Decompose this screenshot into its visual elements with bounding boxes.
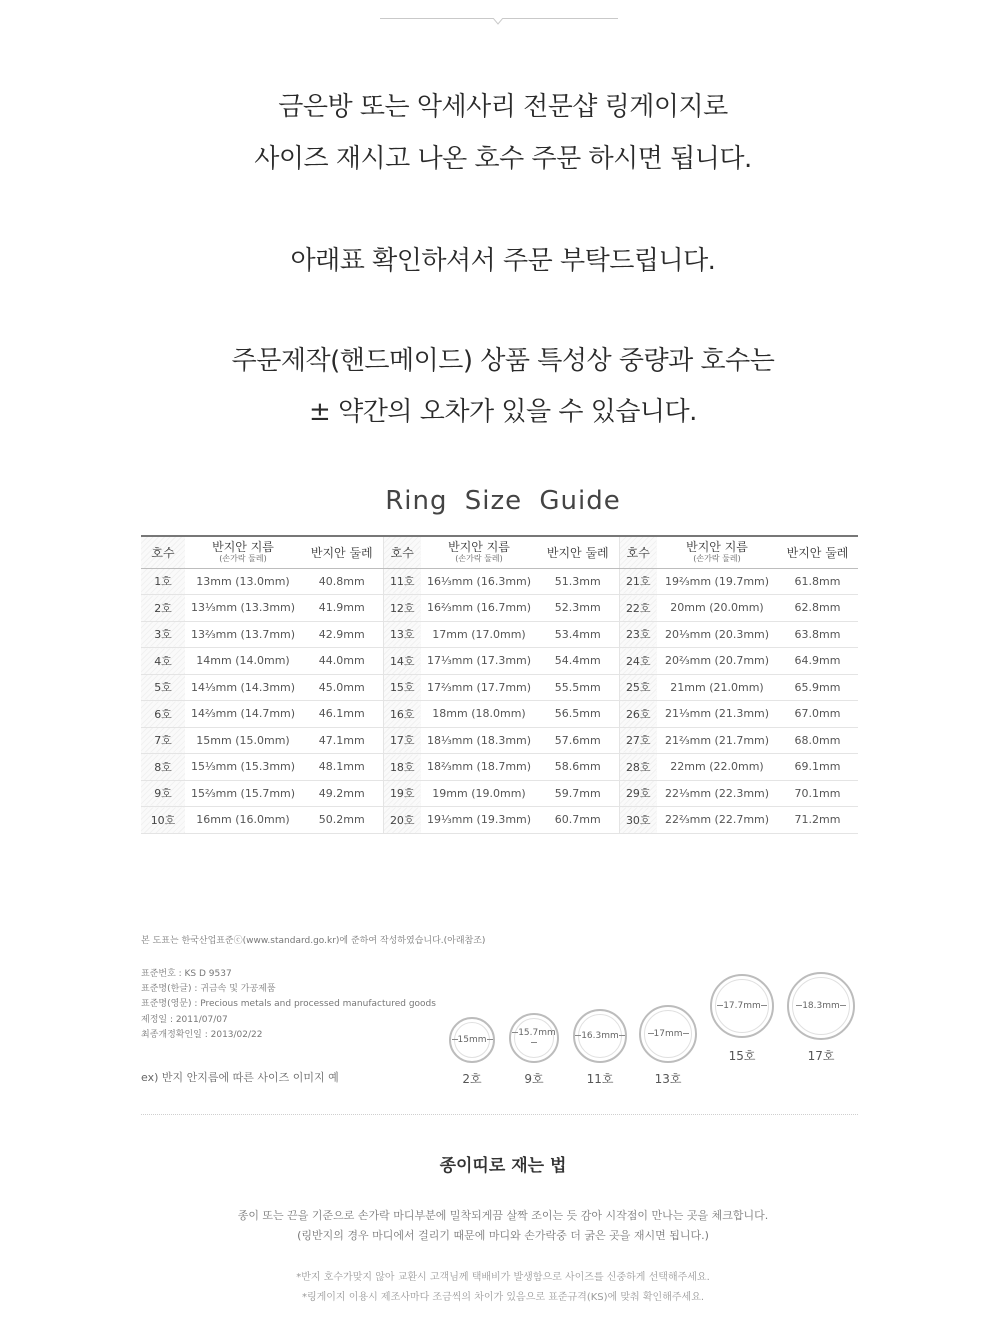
circumference-cell: 69.1mm [777, 754, 858, 781]
circumference-cell: 48.1mm [301, 754, 383, 781]
size-cell: 24호 [619, 648, 657, 675]
size-cell: 23호 [619, 621, 657, 648]
ring-dimension: 16.3mm [575, 1031, 625, 1041]
size-cell: 15호 [383, 674, 421, 701]
circumference-cell: 49.2mm [301, 780, 383, 807]
diameter-cell: 13mm (13.0mm) [185, 568, 301, 595]
size-cell: 8호 [141, 754, 185, 781]
standard-revised-date: 최종개정확인일 : 2013/02/22 [141, 1030, 263, 1040]
diameter-cell: 16⅓mm (16.3mm) [421, 568, 537, 595]
diameter-cell: 20⅓mm (20.3mm) [657, 621, 777, 648]
diameter-cell: 21mm (21.0mm) [657, 674, 777, 701]
diameter-cell: 13⅓mm (13.3mm) [185, 595, 301, 622]
diameter-cell: 19⅓mm (19.3mm) [421, 807, 537, 834]
diameter-cell: 14⅔mm (14.7mm) [185, 701, 301, 728]
ring-size-label: 11호 [586, 1072, 614, 1086]
circumference-cell: 51.3mm [537, 568, 619, 595]
size-cell: 29호 [619, 780, 657, 807]
paper-method-desc-1: 종이 또는 끈을 기준으로 손가락 마디부분에 밀착되게끔 살짝 조이는 듯 감아 시작점이 만나는 곳을 체크합니다. [237, 1209, 769, 1222]
table-row [141, 754, 858, 781]
ring-example-11 [573, 1009, 627, 1063]
size-cell: 22호 [619, 595, 657, 622]
circumference-cell: 59.7mm [537, 780, 619, 807]
size-cell: 6호 [141, 701, 185, 728]
size-cell: 9호 [141, 780, 185, 807]
circumference-cell: 47.1mm [301, 727, 383, 754]
size-cell: 16호 [383, 701, 421, 728]
diameter-cell: 15⅓mm (15.3mm) [185, 754, 301, 781]
circumference-cell: 58.6mm [537, 754, 619, 781]
header-diameter-1: 반지안 지름 (손가락 둘레) [185, 536, 301, 568]
header-circumference-3: 반지안 둘레 [777, 536, 858, 568]
circumference-cell: 52.3mm [537, 595, 619, 622]
table-row [141, 568, 858, 595]
circumference-cell: 42.9mm [301, 621, 383, 648]
circumference-cell: 63.8mm [777, 621, 858, 648]
size-cell: 1호 [141, 568, 185, 595]
circumference-cell: 56.5mm [537, 701, 619, 728]
circumference-cell: 55.5mm [537, 674, 619, 701]
diameter-cell: 15⅔mm (15.7mm) [185, 780, 301, 807]
ring-size-label: 9호 [524, 1072, 544, 1086]
size-cell: 11호 [383, 568, 421, 595]
size-cell: 28호 [619, 754, 657, 781]
circumference-cell: 54.4mm [537, 648, 619, 675]
circumference-cell: 46.1mm [301, 701, 383, 728]
diameter-cell: 17mm (17.0mm) [421, 621, 537, 648]
ring-dimension: 17.7mm [712, 1001, 772, 1011]
size-cell: 18호 [383, 754, 421, 781]
diameter-cell: 15mm (15.0mm) [185, 727, 301, 754]
intro-line-5: ± 약간의 오차가 있을 수 있습니다. [309, 397, 697, 427]
diameter-cell: 17⅔mm (17.7mm) [421, 674, 537, 701]
ring-example-label: ex) 반지 안지름에 따른 사이즈 이미지 예 [141, 1071, 339, 1084]
size-cell: 3호 [141, 621, 185, 648]
size-cell: 20호 [383, 807, 421, 834]
circumference-cell: 65.9mm [777, 674, 858, 701]
intro-line-1: 금은방 또는 악세사리 전문샵 링게이지로 [278, 92, 728, 122]
diameter-cell: 14⅓mm (14.3mm) [185, 674, 301, 701]
circumference-cell: 45.0mm [301, 674, 383, 701]
table-header-row [141, 536, 858, 568]
section-divider [141, 1114, 858, 1115]
circumference-cell: 50.2mm [301, 807, 383, 834]
diameter-cell: 18⅓mm (18.3mm) [421, 727, 537, 754]
size-cell: 26호 [619, 701, 657, 728]
table-row [141, 621, 858, 648]
ring-dimension: 15.7mm [511, 1028, 557, 1048]
ring-size-table [141, 535, 858, 834]
guide-title: Ring Size Guide [385, 486, 621, 516]
diameter-cell: 21⅔mm (21.7mm) [657, 727, 777, 754]
standard-name-kr: 표준명(한글) : 귀금속 및 가공제품 [141, 984, 276, 994]
ring-size-label: 17호 [807, 1049, 835, 1063]
circumference-cell: 53.4mm [537, 621, 619, 648]
intro-line-4: 주문제작(핸드메이드) 상품 특성상 중량과 호수는 [231, 346, 775, 376]
paper-method-title: 종이띠로 재는 법 [439, 1156, 567, 1176]
table-body [141, 568, 858, 833]
diameter-cell: 13⅔mm (13.7mm) [185, 621, 301, 648]
header-circumference-2: 반지안 둘레 [537, 536, 619, 568]
diameter-cell: 22mm (22.0mm) [657, 754, 777, 781]
table-row [141, 595, 858, 622]
paper-method-desc-2: (링반지의 경우 마디에서 걸리기 때문에 마디와 손가락중 더 굵은 곳을 재시면 됩니다.) [297, 1229, 709, 1242]
size-cell: 2호 [141, 595, 185, 622]
size-cell: 19호 [383, 780, 421, 807]
standard-name-en: 표준명(영문) : Precious metals and processed manufactured goods [141, 999, 436, 1009]
standard-source-note: 본 도표는 한국산업표준ⓒ(www.standard.go.kr)에 준하여 작성하였습니다.(아래참조) [141, 936, 486, 946]
header-size-3: 호수 [619, 536, 657, 568]
header-circumference-1: 반지안 둘레 [301, 536, 383, 568]
circumference-cell: 71.2mm [777, 807, 858, 834]
size-cell: 27호 [619, 727, 657, 754]
size-cell: 17호 [383, 727, 421, 754]
table-row [141, 807, 858, 834]
header-size-2: 호수 [383, 536, 421, 568]
circumference-cell: 57.6mm [537, 727, 619, 754]
header-diameter-3: 반지안 지름 (손가락 둘레) [657, 536, 777, 568]
diameter-cell: 18⅔mm (18.7mm) [421, 754, 537, 781]
standard-enacted-date: 제정일 : 2011/07/07 [141, 1015, 228, 1025]
circumference-cell: 41.9mm [301, 595, 383, 622]
circumference-cell: 64.9mm [777, 648, 858, 675]
ring-dimension: 17mm [641, 1029, 695, 1039]
ring-example-15 [710, 974, 774, 1038]
size-cell: 12호 [383, 595, 421, 622]
circumference-cell: 44.0mm [301, 648, 383, 675]
size-cell: 4호 [141, 648, 185, 675]
circumference-cell: 61.8mm [777, 568, 858, 595]
ring-size-label: 13호 [654, 1072, 682, 1086]
ring-example-13 [639, 1005, 697, 1063]
size-cell: 10호 [141, 807, 185, 834]
circumference-cell: 70.1mm [777, 780, 858, 807]
circumference-cell: 40.8mm [301, 568, 383, 595]
table-row [141, 648, 858, 675]
circumference-cell: 67.0mm [777, 701, 858, 728]
ring-dimension: 15mm [451, 1035, 493, 1045]
table-row [141, 701, 858, 728]
diameter-cell: 20⅔mm (20.7mm) [657, 648, 777, 675]
caution-note-1: *반지 호수가맞지 않아 교환시 고객님께 택배비가 발생함으로 사이즈를 신중하게 선택해주세요. [296, 1272, 710, 1283]
divider-notch-icon [493, 18, 503, 28]
ring-example-9 [509, 1013, 559, 1063]
diameter-cell: 19mm (19.0mm) [421, 780, 537, 807]
circumference-cell: 62.8mm [777, 595, 858, 622]
ring-example-2 [449, 1017, 495, 1063]
size-cell: 13호 [383, 621, 421, 648]
standard-number: 표준번호 : KS D 9537 [141, 969, 232, 979]
table-row [141, 727, 858, 754]
caution-note-2: *링게이지 이용시 제조사마다 조금씩의 차이가 있음으로 표준규격(KS)에 맞춰 확인해주세요. [301, 1292, 705, 1303]
size-cell: 7호 [141, 727, 185, 754]
diameter-cell: 22⅔mm (22.7mm) [657, 807, 777, 834]
diameter-cell: 16⅔mm (16.7mm) [421, 595, 537, 622]
diameter-cell: 16mm (16.0mm) [185, 807, 301, 834]
size-cell: 25호 [619, 674, 657, 701]
header-size-1: 호수 [141, 536, 185, 568]
circumference-cell: 60.7mm [537, 807, 619, 834]
diameter-cell: 21⅓mm (21.3mm) [657, 701, 777, 728]
ring-example-17 [787, 972, 855, 1040]
ring-dimension: 18.3mm [789, 1001, 853, 1011]
ring-size-label: 2호 [462, 1072, 482, 1086]
diameter-cell: 20mm (20.0mm) [657, 595, 777, 622]
diameter-cell: 17⅓mm (17.3mm) [421, 648, 537, 675]
size-cell: 14호 [383, 648, 421, 675]
intro-line-3: 아래표 확인하셔서 주문 부탁드립니다. [290, 246, 716, 276]
table-row [141, 674, 858, 701]
header-diameter-2: 반지안 지름 (손가락 둘레) [421, 536, 537, 568]
diameter-cell: 18mm (18.0mm) [421, 701, 537, 728]
size-cell: 21호 [619, 568, 657, 595]
diameter-cell: 22⅓mm (22.3mm) [657, 780, 777, 807]
table-row [141, 780, 858, 807]
diameter-cell: 19⅔mm (19.7mm) [657, 568, 777, 595]
size-cell: 5호 [141, 674, 185, 701]
intro-line-2: 사이즈 재시고 나온 호수 주문 하시면 됩니다. [254, 144, 752, 174]
diameter-cell: 14mm (14.0mm) [185, 648, 301, 675]
size-cell: 30호 [619, 807, 657, 834]
ring-size-label: 15호 [728, 1049, 756, 1063]
circumference-cell: 68.0mm [777, 727, 858, 754]
